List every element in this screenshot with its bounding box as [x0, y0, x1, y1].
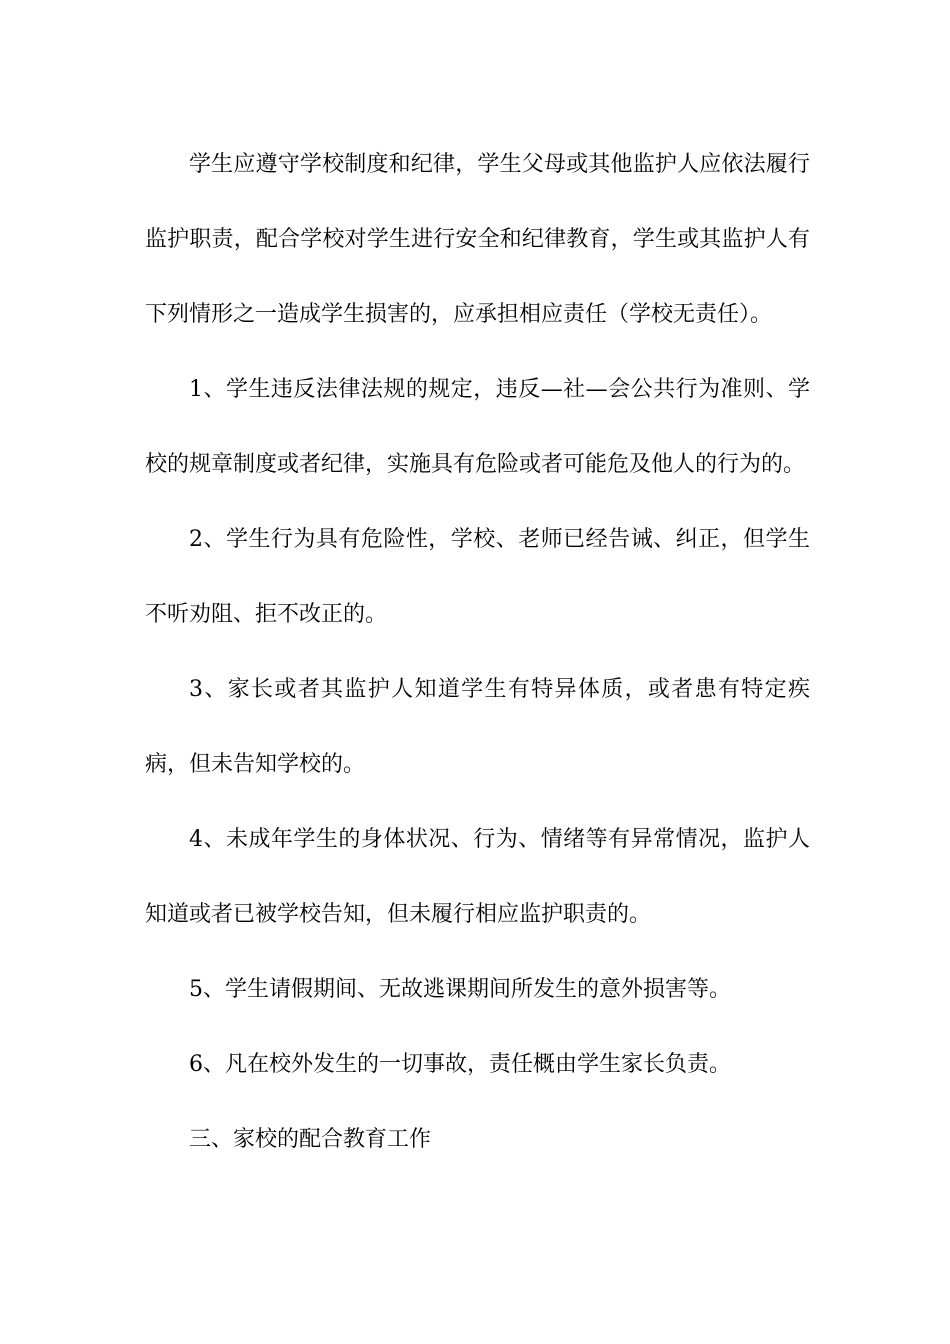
paragraph-item-3: 3、家长或者其监护人知道学生有特异体质，或者患有特定疾病，但未告知学校的。 — [145, 677, 810, 777]
section-heading-3: 三、家校的配合教育工作 — [189, 1127, 432, 1152]
document-body — [145, 127, 810, 1177]
paragraph-item-2: 2、学生行为具有危险性，学校、老师已经告诫、纠正，但学生不听劝阻、拒不改正的。 — [145, 527, 810, 627]
paragraph-item-5: 5、学生请假期间、无故逃课期间所发生的意外损害等。 — [189, 977, 731, 1002]
paragraph-item-4: 4、未成年学生的身体状况、行为、情绪等有异常情况，监护人知道或者已被学校告知，但未履行相应监护职责的。 — [145, 827, 810, 927]
paragraph-item-1: 1、学生违反法律法规的规定，违反—社—会公共行为准则、学校的规章制度或者纪律，实施具有危险或者可能危及他人的行为的。 — [145, 377, 810, 477]
paragraph-item-6: 6、凡在校外发生的一切事故，责任概由学生家长负责。 — [189, 1052, 731, 1077]
paragraph-liability-intro: 学生应遵守学校制度和纪律，学生父母或其他监护人应依法履行监护职责，配合学校对学生进行安全和纪律教育，学生或其监护人有下列情形之一造成学生损害的，应承担相应责任（学校无责任）。 — [145, 152, 810, 327]
